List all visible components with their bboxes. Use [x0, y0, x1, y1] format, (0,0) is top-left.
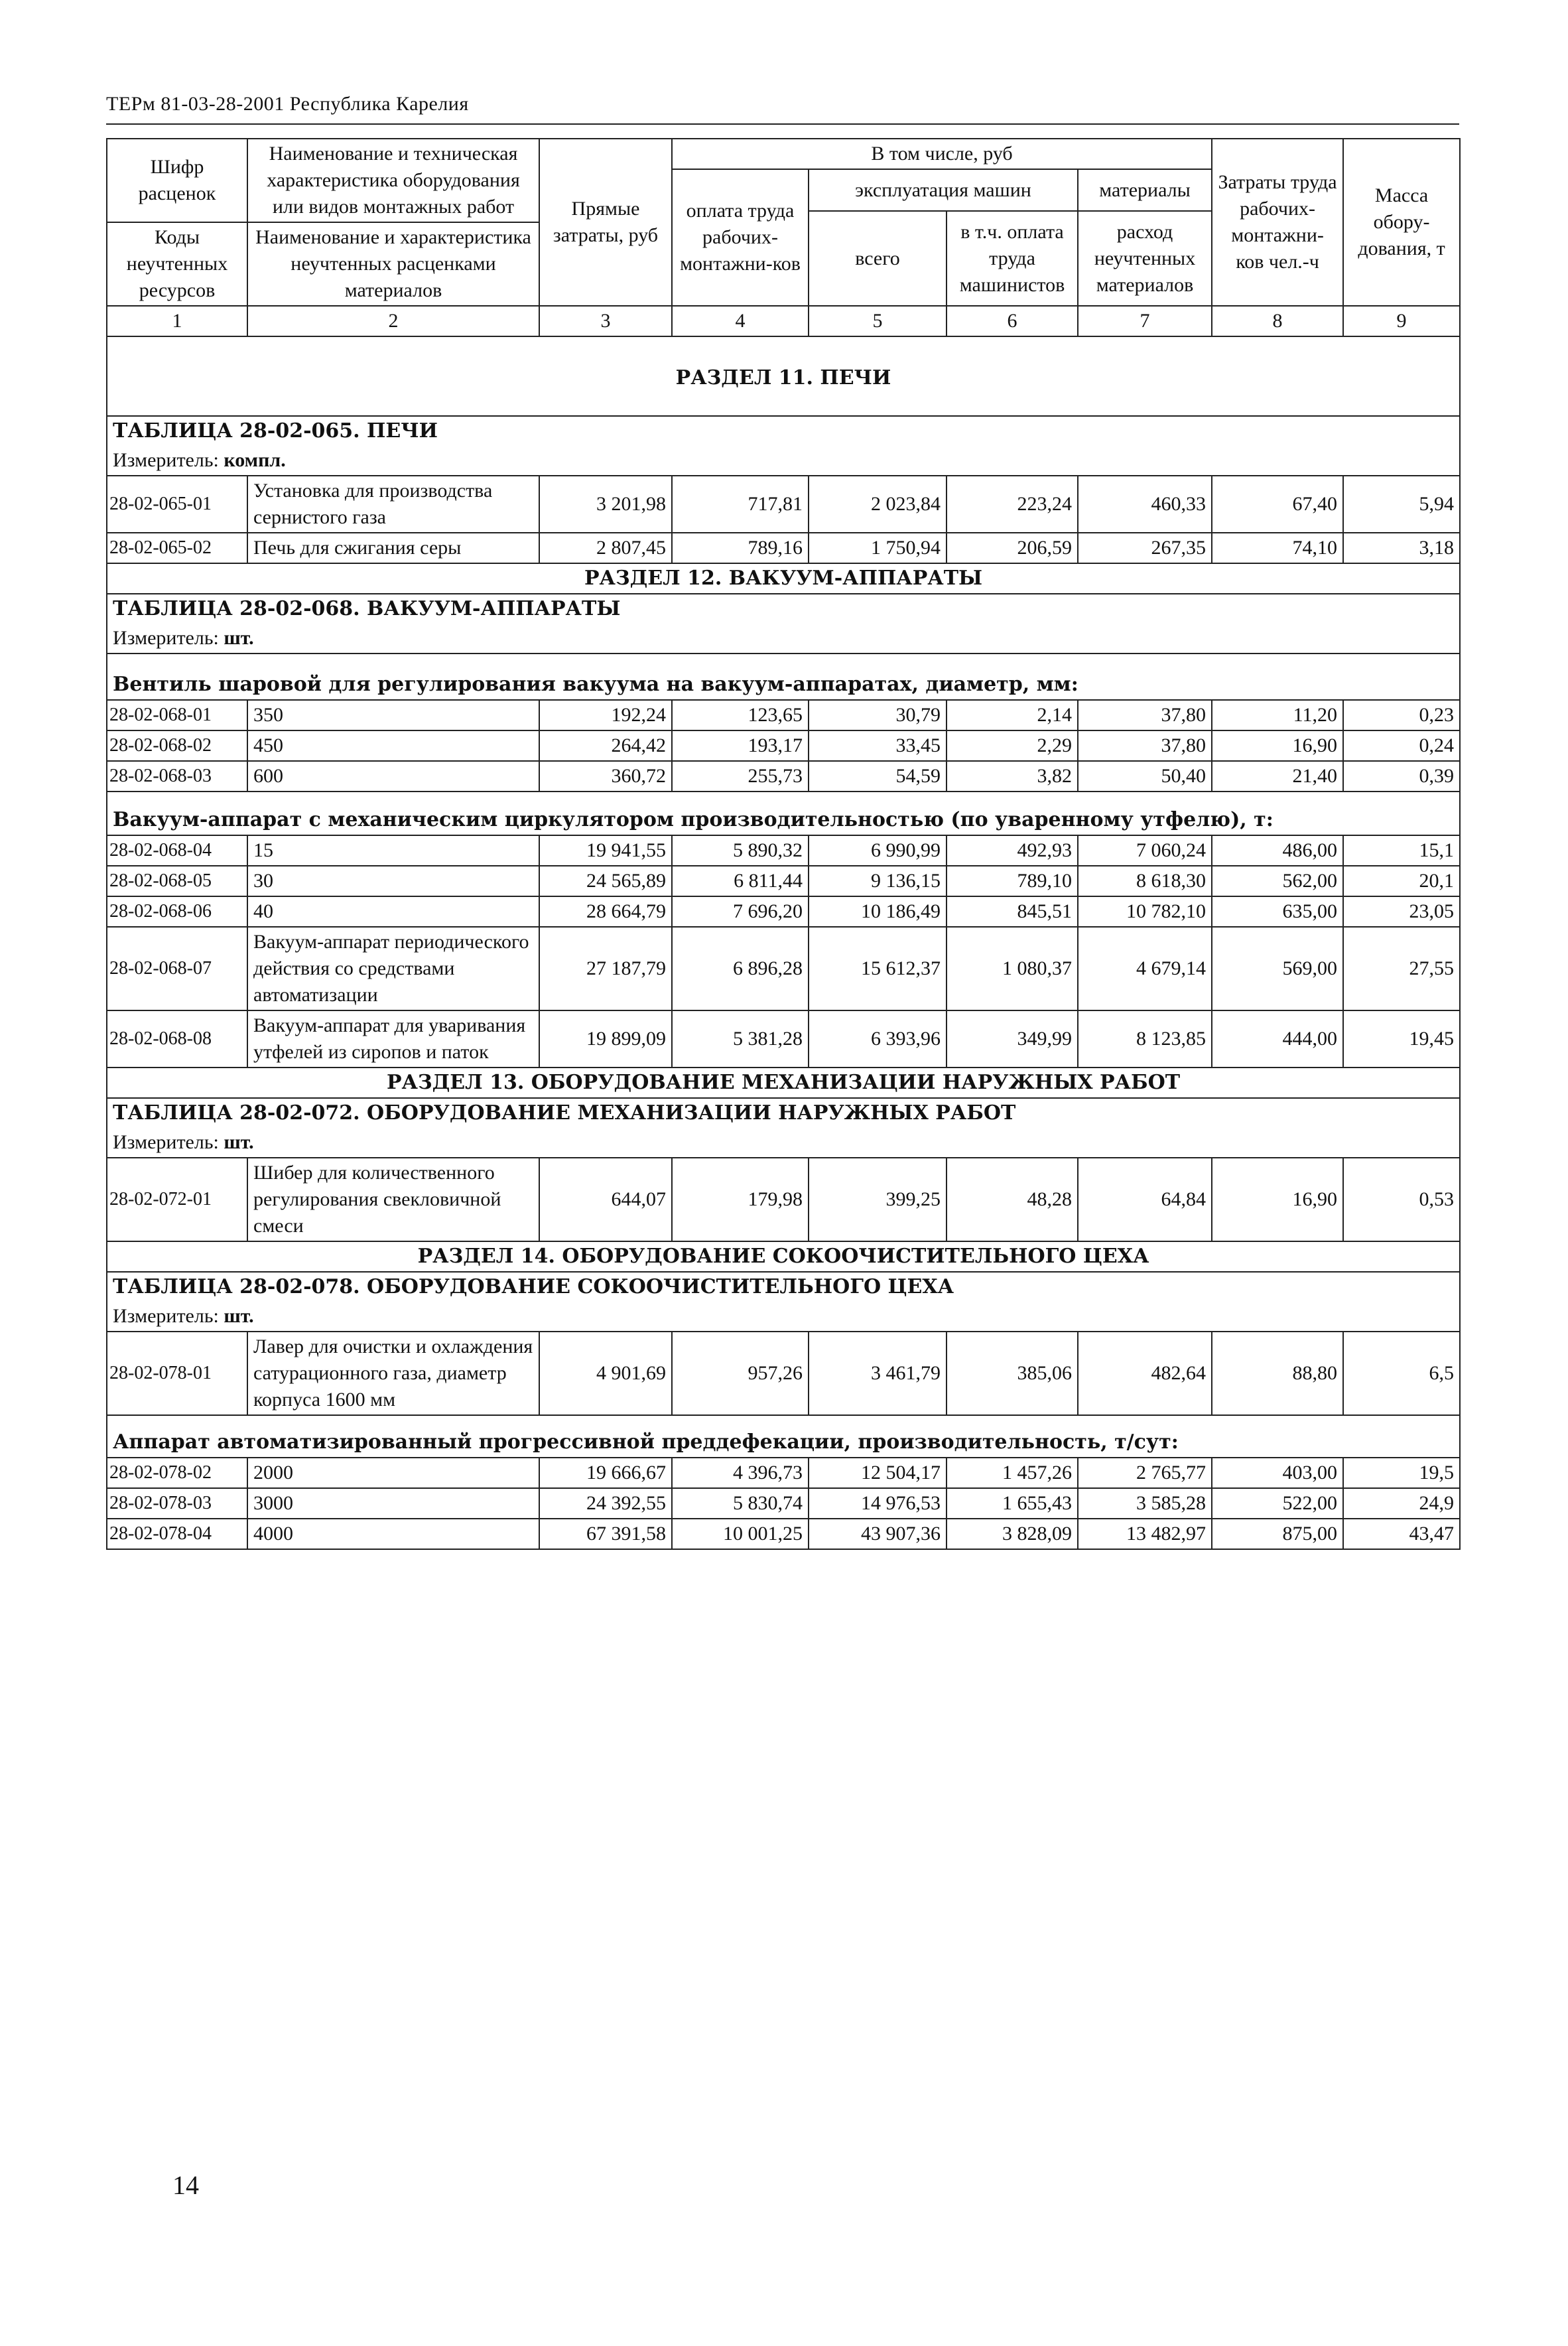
- table-title: ТАБЛИЦА 28-02-068. ВАКУУМ-АППАРАТЫ: [107, 594, 1460, 624]
- table-row: 28-02-078-03 3000 24 392,55 5 830,74 14 976,53 1 655,43 3 585,28 522,00 24,9: [107, 1488, 1460, 1519]
- table-row: 28-02-068-04 15 19 941,55 5 890,32 6 990,99 492,93 7 060,24 486,00 15,1: [107, 835, 1460, 866]
- table-title: ТАБЛИЦА 28-02-078. ОБОРУДОВАНИЕ СОКООЧИСТИТЕЛЬНОГО ЦЕХА: [107, 1272, 1460, 1302]
- table-row: 28-02-068-05 30 24 565,89 6 811,44 9 136,15 789,10 8 618,30 562,00 20,1: [107, 866, 1460, 896]
- column-numbers-row: 1 2 3 4 5 6 7 8 9: [107, 306, 1460, 336]
- table-row: 28-02-068-01 350 192,24 123,65 30,79 2,14 37,80 11,20 0,23: [107, 700, 1460, 730]
- measure-row: Измеритель: шт.: [107, 624, 1460, 654]
- group-heading: Аппарат автоматизированный прогрессивной преддефекации, производительность, т/сут:: [107, 1415, 1460, 1458]
- header-name-bottom: Наименование и характеристика неучтенных расценками материалов: [247, 222, 539, 306]
- table-row: 28-02-078-02 2000 19 666,67 4 396,73 12 504,17 1 457,26 2 765,77 403,00 19,5: [107, 1458, 1460, 1488]
- header-row-1: [107, 139, 1460, 169]
- page-number: 14: [172, 2170, 199, 2200]
- header-materials: материалы: [1078, 169, 1212, 211]
- header-mass: Масса обору-дования, т: [1343, 139, 1460, 306]
- header-incl-drivers: в т.ч. оплата труда машинистов: [947, 211, 1078, 306]
- header-total: всего: [809, 211, 947, 306]
- table-row: 28-02-068-07 Вакуум-аппарат периодического действия со средствами автоматизации 27 187,79 6 896,28 15 612,37 1 080,37 4 679,14 569,00 27,55: [107, 927, 1460, 1010]
- header-including: В том числе, руб: [672, 139, 1212, 169]
- table-title: ТАБЛИЦА 28-02-072. ОБОРУДОВАНИЕ МЕХАНИЗАЦИИ НАРУЖНЫХ РАБОТ: [107, 1098, 1460, 1128]
- header-code-bottom: Коды неучтенных ресурсов: [107, 222, 247, 306]
- header-direct: Прямые затраты, руб: [539, 139, 672, 306]
- running-header: ТЕРм 81-03-28-2001 Республика Карелия: [106, 93, 469, 115]
- table-row: 28-02-072-01 Шибер для количественного регулирования свекловичной смеси 644,07 179,98 399,25 48,28 64,84 16,90 0,53: [107, 1158, 1460, 1241]
- section-title: РАЗДЕЛ 13. ОБОРУДОВАНИЕ МЕХАНИЗАЦИИ НАРУЖНЫХ РАБОТ: [107, 1068, 1460, 1098]
- section-title: РАЗДЕЛ 11. ПЕЧИ: [107, 336, 1460, 416]
- table-row: 28-02-078-04 4000 67 391,58 10 001,25 43 907,36 3 828,09 13 482,97 875,00 43,47: [107, 1519, 1460, 1549]
- section-title: РАЗДЕЛ 12. ВАКУУМ-АППАРАТЫ: [107, 563, 1460, 594]
- table-row: 28-02-065-02 Печь для сжигания серы 2 807,45 789,16 1 750,94 206,59 267,35 74,10 3,18: [107, 533, 1460, 563]
- header-workers-pay: оплата труда рабочих-монтажни-ков: [672, 169, 809, 306]
- table-title: ТАБЛИЦА 28-02-065. ПЕЧИ: [107, 416, 1460, 446]
- table-row: 28-02-068-03 600 360,72 255,73 54,59 3,82 50,40 21,40 0,39: [107, 761, 1460, 792]
- header-unaccounted: расход неучтенных материалов: [1078, 211, 1212, 306]
- price-table: [106, 138, 1461, 1550]
- header-rule: [106, 123, 1459, 125]
- table-row: 28-02-068-02 450 264,42 193,17 33,45 2,29 37,80 16,90 0,24: [107, 730, 1460, 761]
- table-row: 28-02-065-01 Установка для производства сернистого газа 3 201,98 717,81 2 023,84 223,24 460,33 67,40 5,94: [107, 476, 1460, 533]
- measure-row: Измеритель: шт.: [107, 1302, 1460, 1332]
- section-title: РАЗДЕЛ 14. ОБОРУДОВАНИЕ СОКООЧИСТИТЕЛЬНОГО ЦЕХА: [107, 1241, 1460, 1272]
- header-code-top: Шифр расценок: [107, 139, 247, 222]
- group-heading: Вентиль шаровой для регулирования вакуума на вакуум-аппаратах, диаметр, мм:: [107, 654, 1460, 700]
- header-machines: эксплуатация машин: [809, 169, 1078, 211]
- measure-row: Измеритель: компл.: [107, 446, 1460, 476]
- table-row: 28-02-068-06 40 28 664,79 7 696,20 10 186,49 845,51 10 782,10 635,00 23,05: [107, 896, 1460, 927]
- table-row: 28-02-068-08 Вакуум-аппарат для уваривания утфелей из сиропов и паток 19 899,09 5 381,28 6 393,96 349,99 8 123,85 444,00 19,45: [107, 1010, 1460, 1068]
- measure-row: Измеритель: шт.: [107, 1128, 1460, 1158]
- table-row: 28-02-078-01 Лавер для очистки и охлаждения сатурационного газа, диаметр корпуса 1600 мм 4 901,69 957,26 3 461,79 385,06 482,64 88,80 6,5: [107, 1332, 1460, 1415]
- header-name-top: Наименование и техническая характеристика оборудования или видов монтажных работ: [247, 139, 539, 222]
- header-labor: Затраты труда рабочих-монтажни-ков чел.-ч: [1212, 139, 1343, 306]
- group-heading: Вакуум-аппарат с механическим циркулятором производительностью (по уваренному утфелю), т:: [107, 792, 1460, 835]
